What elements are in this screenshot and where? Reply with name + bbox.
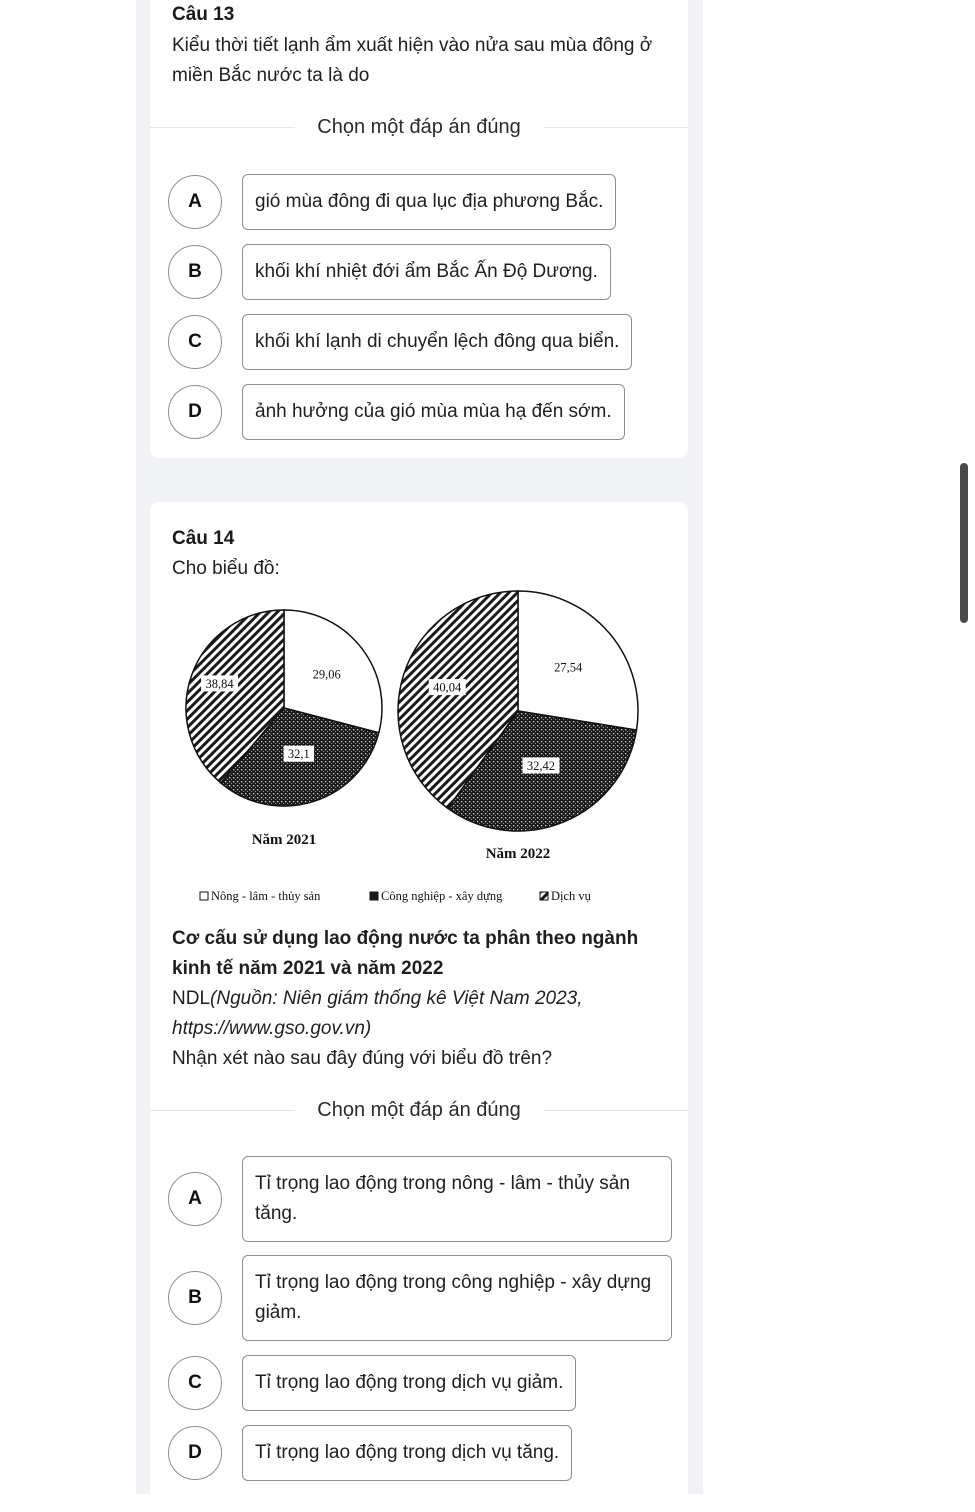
question-card-14 (150, 502, 688, 1512)
pie-data-label: 29,06 (312, 667, 341, 682)
option-letter[interactable]: C (168, 315, 222, 369)
pie-title: Năm 2022 (485, 846, 551, 862)
option-text[interactable]: khối khí nhiệt đới ẩm Bắc Ấn Độ Dương. (242, 244, 611, 300)
option-c[interactable] (168, 314, 632, 370)
option-d[interactable] (168, 384, 625, 440)
option-text[interactable]: Tỉ trọng lao động trong công nghiệp - xây dựng giảm. (242, 1255, 672, 1341)
question-card-13 (150, 0, 688, 458)
option-text[interactable]: ảnh hưởng của gió mùa mùa hạ đến sớm. (242, 384, 625, 440)
chart-caption-title: Cơ cấu sử dụng lao động nước ta phân theo ngành kinh tế năm 2021 và năm 2022 (172, 928, 639, 979)
pie-charts-svg (172, 588, 672, 918)
chart-source (172, 984, 672, 1044)
choose-divider (150, 1098, 688, 1122)
choose-divider (150, 115, 688, 139)
option-letter[interactable]: D (168, 1426, 222, 1480)
legend-item (370, 889, 503, 903)
pie-title: Năm 2021 (251, 832, 317, 848)
scrollbar-thumb[interactable] (960, 463, 968, 623)
option-letter[interactable]: A (168, 1172, 222, 1226)
choose-label: Chọn một đáp án đúng (317, 1098, 521, 1121)
pie-data-label: 32,1 (287, 747, 310, 762)
legend-label: Nông - lâm - thủy sản (211, 889, 321, 903)
pie-charts (172, 588, 672, 918)
option-text[interactable]: gió mùa đông đi qua lục địa phương Bắc. (242, 174, 616, 230)
choose-label: Chọn một đáp án đúng (317, 115, 521, 138)
option-a[interactable] (168, 174, 616, 230)
pie-data-label: 32,42 (526, 758, 556, 773)
option-b[interactable] (168, 1255, 672, 1341)
option-text[interactable]: Tỉ trọng lao động trong dịch vụ tăng. (242, 1425, 572, 1481)
option-d[interactable] (168, 1425, 572, 1481)
option-text[interactable]: khối khí lạnh di chuyển lệch đông qua biển. (242, 314, 632, 370)
option-letter[interactable]: B (168, 245, 222, 299)
option-letter[interactable]: B (168, 1271, 222, 1325)
question-title: Câu 13 (172, 4, 235, 25)
option-a[interactable] (168, 1156, 672, 1242)
legend-label: Công nghiệp - xây dựng (381, 889, 503, 903)
option-text[interactable]: Tỉ trọng lao động trong dịch vụ giảm. (242, 1355, 576, 1411)
legend-swatch (200, 892, 208, 900)
source-text: (Nguồn: Niên giám thống kê Việt Nam 2023, https://www.gso.gov.vn) (172, 988, 583, 1039)
pie-data-label: 27,54 (554, 660, 583, 675)
question-title: Câu 14 (172, 528, 235, 549)
legend-swatch (540, 892, 548, 900)
pie-data-label: 38,84 (205, 676, 234, 691)
pie-data-label: 40,04 (433, 680, 462, 695)
option-letter[interactable]: A (168, 175, 222, 229)
source-prefix: NDL (172, 988, 211, 1009)
question-intro: Cho biểu đồ: (172, 558, 280, 579)
question-prompt: Nhận xét nào sau đây đúng với biểu đồ trên? (172, 1048, 553, 1069)
legend-item (540, 889, 592, 903)
option-b[interactable] (168, 244, 611, 300)
option-letter[interactable]: D (168, 385, 222, 439)
option-text[interactable]: Tỉ trọng lao động trong nông - lâm - thủy sản tăng. (242, 1156, 672, 1242)
legend-item (200, 889, 321, 903)
question-prompt: Kiểu thời tiết lạnh ẩm xuất hiện vào nửa sau mùa đông ở miền Bắc nước ta là do (172, 35, 653, 86)
option-c[interactable] (168, 1355, 576, 1411)
legend-label: Dịch vụ (551, 889, 591, 903)
option-letter[interactable]: C (168, 1356, 222, 1410)
legend-swatch (370, 892, 378, 900)
